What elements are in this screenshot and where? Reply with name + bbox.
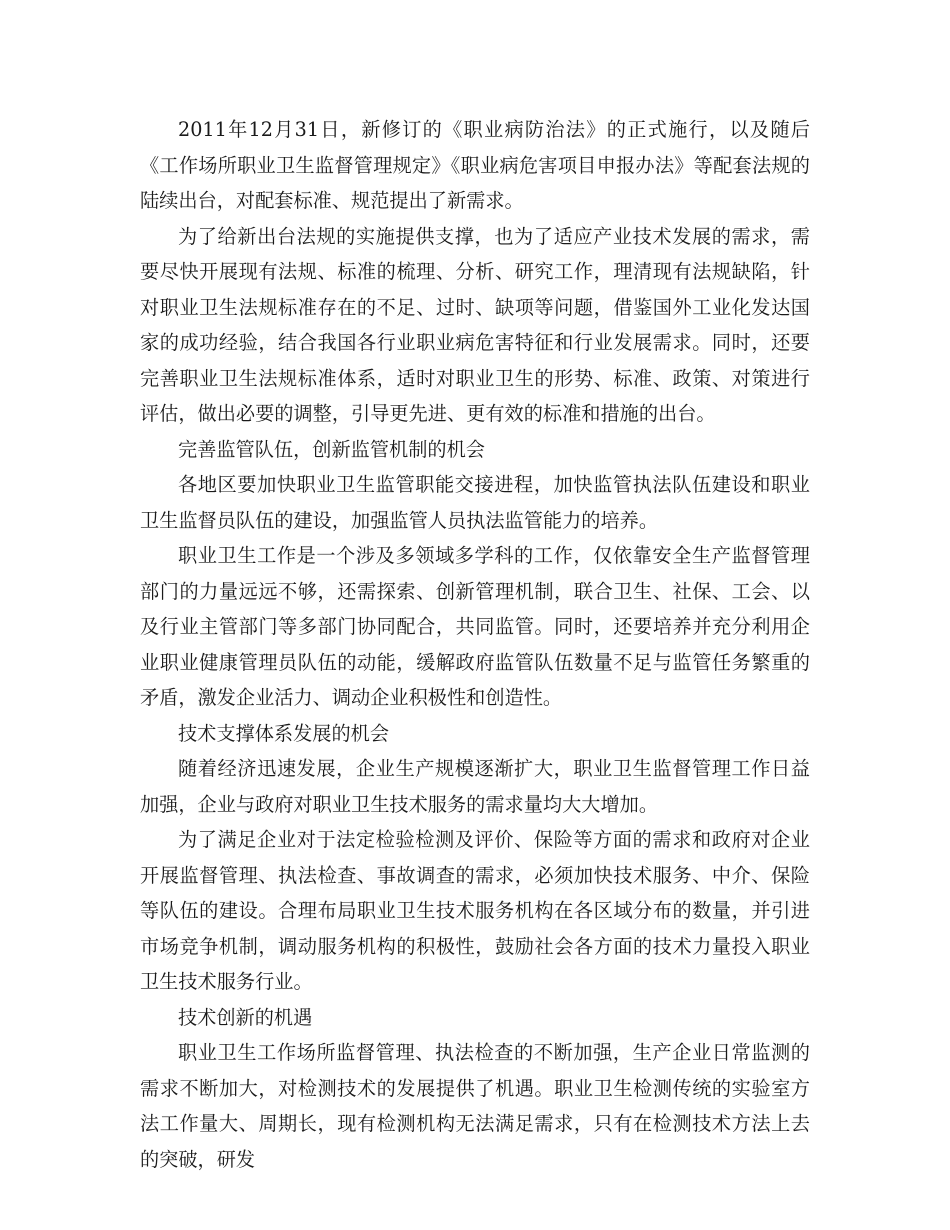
paragraph-service-demand: 为了满足企业对于法定检验检测及评价、保险等方面的需求和政府对企业开展监督管理、执法检查、事故调查的需求，必须加快技术服务、中介、保险等队伍的建设。合理布局职业卫生技术服务机构在各区域分布的数量，并引进市场竞争机制，调动服务机构的积极性，鼓励社会各方面的技术力量投入职业卫生技术服务行业。 bbox=[140, 828, 810, 993]
paragraph-economic-growth: 随着经济迅速发展，企业生产规模逐渐扩大，职业卫生监督管理工作日益加强，企业与政府对职业卫生技术服务的需求量均大大增加。 bbox=[140, 757, 810, 816]
heading-supervision-team: 完善监管队伍，创新监管机制的机会 bbox=[178, 437, 485, 461]
paragraph-regional-handover: 各地区要加快职业卫生监管职能交接进程，加快监管执法队伍建设和职业卫生监督员队伍的建设，加强监管人员执法监管能力的培养。 bbox=[140, 473, 810, 532]
paragraph-detection-technology: 职业卫生工作场所监督管理、执法检查的不断加强，生产企业日常监测的需求不断加大，对检测技术的发展提供了机遇。职业卫生检测传统的实验室方法工作量大、周期长，现有检测机构无法满足需求，只有在检测技术方法上去的突破，研发 bbox=[140, 1041, 810, 1171]
document-body bbox=[140, 112, 810, 1177]
heading-technical-support: 技术支撑体系发展的机会 bbox=[178, 721, 390, 745]
heading-technical-innovation: 技术创新的机遇 bbox=[178, 1005, 313, 1029]
paragraph-law-revision: 2011年12月31日，新修订的《职业病防治法》的正式施行，以及随后《工作场所职业卫生监督管理规定》《职业病危害项目申报办法》等配套法规的陆续出台，对配套标准、规范提出了新需求。 bbox=[140, 118, 810, 212]
paragraph-multidisciplinary-work: 职业卫生工作是一个涉及多领域多学科的工作，仅依靠安全生产监督管理部门的力量远远不够，还需探索、创新管理机制，联合卫生、社保、工会、以及行业主管部门等多部门协同配合，共同监管。同时，还要培养并充分利用企业职业健康管理员队伍的动能，缓解政府监管队伍数量不足与监管任务繁重的矛盾，激发企业活力、调动企业积极性和创造性。 bbox=[140, 544, 810, 709]
paragraph-regulation-support: 为了给新出台法规的实施提供支撑，也为了适应产业技术发展的需求，需要尽快开展现有法规、标准的梳理、分析、研究工作，理清现有法规缺陷，针对职业卫生法规标准存在的不足、过时、缺项等问题，借鉴国外工业化发达国家的成功经验，结合我国各行业职业病危害特征和行业发展需求。同时，还要完善职业卫生法规标准体系，适时对职业卫生的形势、标准、政策、对策进行评估，做出必要的调整，引导更先进、更有效的标准和措施的出台。 bbox=[140, 224, 810, 425]
